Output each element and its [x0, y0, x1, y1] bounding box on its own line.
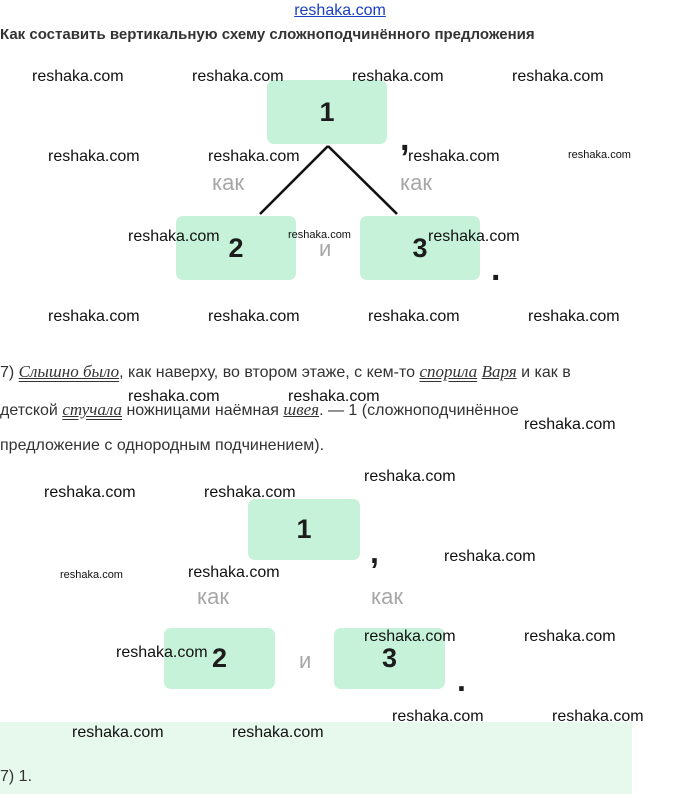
watermark: reshaka.com [204, 484, 296, 501]
watermark: reshaka.com [552, 708, 644, 725]
watermark: reshaka.com [428, 228, 520, 245]
watermark: reshaka.com [188, 564, 280, 581]
watermark: reshaka.com [128, 228, 220, 245]
watermark: reshaka.com [524, 416, 616, 433]
predicate-1: Слышно было [18, 362, 120, 381]
predicate-3: стучала [62, 400, 122, 419]
answer-text: 7) 1. [0, 768, 33, 785]
subject-2: швея [283, 400, 320, 419]
example-sentence-line-2: детской стучала ножницами наёмная швея. — 1 (сложноподчинённое [0, 400, 519, 419]
conjunction-and: и [299, 648, 312, 673]
page-heading: Как составить вертикальную схему сложноподчинённого предложения [0, 29, 535, 43]
conjunction-and: и [319, 236, 332, 261]
watermark: reshaka.com [392, 708, 484, 725]
example-sentence-line-3: предложение с однородным подчинением). [0, 437, 325, 454]
subordinate-clause-box-3: 3 [360, 216, 480, 280]
watermark: reshaka.com [524, 628, 616, 645]
site-link[interactable]: reshaka.com [294, 2, 386, 19]
main-clause-box: 1 [267, 80, 387, 144]
watermark: reshaka.com [444, 548, 536, 565]
watermark: reshaka.com [232, 724, 324, 741]
watermark: reshaka.com [288, 388, 380, 405]
watermark: reshaka.com [512, 68, 604, 85]
watermark: reshaka.com [408, 148, 500, 165]
example-sentence-line-1: 7) Слышно было, как наверху, во втором этаже, с кем-то спорила Варя и как в [0, 362, 571, 381]
watermark: reshaka.com [116, 644, 208, 661]
watermark: reshaka.com [192, 68, 284, 85]
watermark: reshaka.com [352, 68, 444, 85]
comma-mark: , [400, 120, 410, 158]
predicate-2: спорила [419, 362, 478, 381]
watermark: reshaka.com [44, 484, 136, 501]
watermark: reshaka.com [364, 468, 456, 485]
comma-mark: , [370, 534, 379, 570]
watermark: reshaka.com [364, 628, 456, 645]
watermark: reshaka.com [48, 308, 140, 325]
conjunction-right: как [400, 170, 432, 195]
watermark: reshaka.com [128, 388, 220, 405]
period-mark: . [491, 250, 501, 288]
watermark: reshaka.com [60, 569, 123, 581]
watermark: reshaka.com [48, 148, 140, 165]
watermark: reshaka.com [32, 68, 124, 85]
watermark: reshaka.com [528, 308, 620, 325]
watermark: reshaka.com [368, 308, 460, 325]
subject-1: Варя [481, 362, 517, 381]
subordinate-clause-box-2: 2 [176, 216, 296, 280]
conjunction-left: как [212, 170, 244, 195]
watermark: reshaka.com [208, 308, 300, 325]
watermark: reshaka.com [288, 229, 351, 241]
watermark: reshaka.com [568, 149, 631, 161]
conjunction-left: как [197, 584, 229, 609]
conjunction-right: как [371, 584, 403, 609]
main-clause-box: 1 [248, 499, 360, 560]
watermark: reshaka.com [208, 148, 300, 165]
watermark: reshaka.com [72, 724, 164, 741]
period-mark: . [457, 662, 466, 698]
subordinate-clause-box-2: 2 [164, 628, 275, 689]
subordinate-clause-box-3: 3 [334, 628, 445, 689]
